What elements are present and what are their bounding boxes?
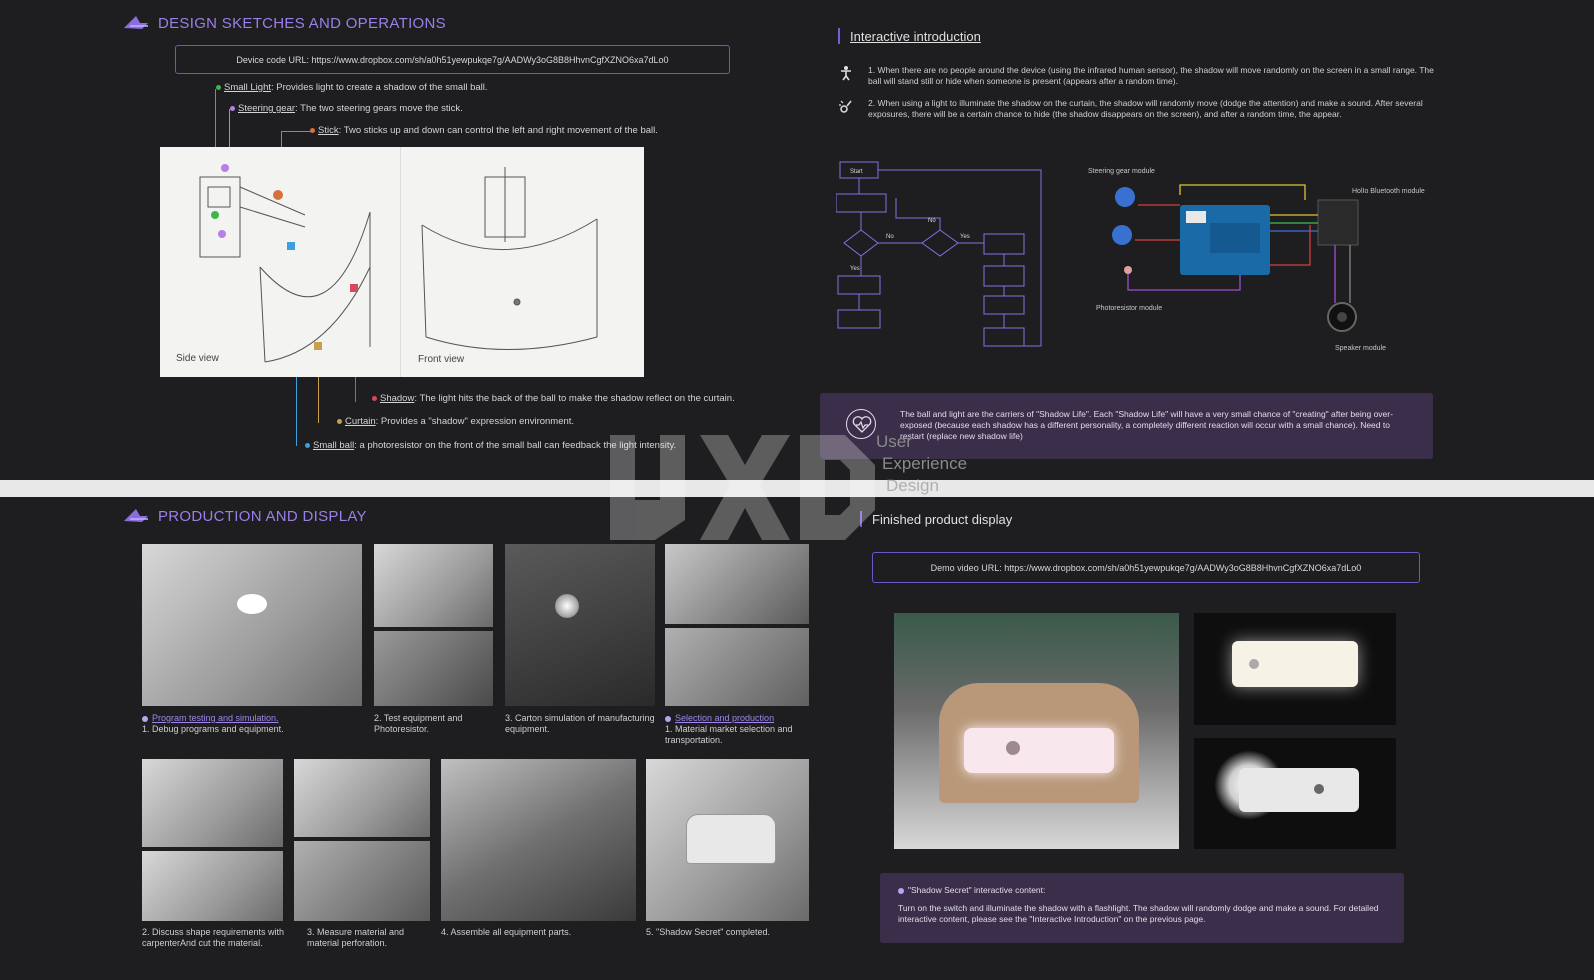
caption-completed: 5. "Shadow Secret" completed. xyxy=(646,927,770,937)
person-icon xyxy=(838,65,854,81)
photo-discuss-shape-2 xyxy=(142,851,283,921)
caption-test-equipment: 2. Test equipment and Photoresistor. xyxy=(374,713,463,734)
purple-dot-icon xyxy=(230,106,235,111)
caption-carton-simulation: 3. Carton simulation of manufacturing equipment. xyxy=(505,713,655,734)
selection-production-link[interactable]: Selection and production xyxy=(675,713,775,723)
bullet-dot-icon xyxy=(142,716,148,722)
photo-glow-1 xyxy=(1194,613,1396,725)
callout-steering-gear: Steering gear: The two steering gears move the stick. xyxy=(230,103,463,114)
sketch-image xyxy=(160,147,644,377)
photo-measure-2 xyxy=(294,841,430,921)
side-view-label: Side view xyxy=(176,353,219,364)
caption-measure: 3. Measure material and material perforation. xyxy=(307,927,405,948)
bluetooth-module-label: HolIo Bluetooth module xyxy=(1352,188,1425,195)
production-panel xyxy=(0,497,1594,980)
watermark-design: Design xyxy=(886,476,939,495)
photo-measure-1 xyxy=(294,759,430,837)
interactive-intro-title: Interactive introduction xyxy=(838,28,981,44)
photo-program-testing xyxy=(142,544,362,706)
photo-carton-simulation xyxy=(505,544,655,706)
circuit-diagram xyxy=(1080,165,1450,360)
speaker-module-label: Speaker module xyxy=(1335,345,1386,352)
flowchart-svg xyxy=(836,158,1056,358)
watermark-user: User xyxy=(876,432,912,451)
flow-no-label-2: No xyxy=(928,218,936,224)
design-sketches-panel xyxy=(0,0,1594,480)
flowchart xyxy=(836,158,1056,358)
callout-small-ball: Small ball: a photoresistor on the front of the small ball can feedback the light intensity. xyxy=(305,440,676,451)
section-title-production: PRODUCTION AND DISPLAY xyxy=(122,507,367,525)
device-code-url[interactable]: Device code URL: https://www.dropbox.com/sh/a0h51yewpukqe7g/AADWy3oG8B8HhvnCgfXZNO6xa7dLo0 xyxy=(175,45,730,74)
demo-video-url[interactable]: Demo video URL: https://www.dropbox.com/sh/a0h51yewpukqe7g/AADWy3oG8B8HhvnCgfXZNO6xa7dLo0 xyxy=(872,552,1420,583)
green-dot-icon xyxy=(216,85,221,90)
intro-item-2: 2. When using a light to illuminate the shadow on the curtain, the shadow will randomly move (dodge the attention) and make a sound. After several exposures, there will be a certain chance to hide (the shadow disappears on the screen), and after a random time, the appear. xyxy=(838,98,1438,120)
callout-small-light: Small Light: Provides light to create a shadow of the small ball. xyxy=(216,82,488,93)
watermark-experience: Experience xyxy=(882,454,968,473)
caption-assemble: 4. Assemble all equipment parts. xyxy=(441,927,572,937)
triangle-logo-icon xyxy=(122,14,150,32)
flow-yes-label-2: Yes xyxy=(850,266,860,272)
bullet-dot-icon xyxy=(665,716,671,722)
photo-test-equipment-2 xyxy=(374,631,493,706)
blue-dot-icon xyxy=(305,443,310,448)
flashlight-icon xyxy=(838,98,854,114)
red-dot-icon xyxy=(372,396,377,401)
shadow-life-info-box: The ball and light are the carriers of "Shadow Life". Each "Shadow Life" will have a very small chance of "creating" after being over-exposed (because each shadow has a different personality, a completely different reaction will occur with a small chance). Need to restart (replace new shadow life) xyxy=(820,393,1433,459)
page-divider xyxy=(0,480,1594,497)
photo-assemble xyxy=(441,759,636,921)
yellow-dot-icon xyxy=(337,419,342,424)
callout-shadow: Shadow: The light hits the back of the ball to make the shadow reflect on the curtain. xyxy=(372,393,735,404)
bullet-dot-icon xyxy=(898,888,904,894)
flow-start-label: Start xyxy=(850,169,863,175)
photo-completed xyxy=(646,759,809,921)
photo-discuss-shape-1 xyxy=(142,759,283,847)
callout-curtain: Curtain: Provides a "shadow" expression environment. xyxy=(337,416,574,427)
caption-selection-production: Selection and production 1. Material market selection and transportation. xyxy=(665,713,793,745)
photo-test-equipment-1 xyxy=(374,544,493,627)
intro-item-1: 1. When there are no people around the device (using the infrared human sensor), the shadow will move randomly on the screen in a small range. The ball will stand still or hide when someone is present (appears after a random time). xyxy=(838,65,1438,87)
leader-h-stick xyxy=(281,131,311,132)
triangle-logo-icon xyxy=(122,507,150,525)
shadow-secret-info-box: "Shadow Secret" interactive content: Turn on the switch and illuminate the shadow with a flashlight. The shadow will randomly dodge and make a sound. For detailed interactive content, please see the "Interactive Introduction" on the previous page. xyxy=(880,873,1404,943)
circuit-svg xyxy=(1080,165,1450,360)
photo-glow-2 xyxy=(1194,738,1396,849)
heart-rate-icon xyxy=(846,409,876,439)
orange-dot-icon xyxy=(310,128,315,133)
caption-discuss-shape: 2. Discuss shape requirements with carpenterAnd cut the material. xyxy=(142,927,285,948)
flow-no-label: No xyxy=(886,234,894,240)
sketch-drawing xyxy=(160,147,644,377)
program-testing-link[interactable]: Program testing and simulation. xyxy=(152,713,279,723)
steering-gear-module-label: Steering gear module xyxy=(1088,168,1155,175)
photoresistor-module-label: Photoresistor module xyxy=(1096,305,1163,312)
title-bar xyxy=(860,511,862,527)
callout-stick: Stick: Two sticks up and down can control the left and right movement of the ball. xyxy=(310,125,658,136)
title-bar xyxy=(838,28,840,44)
photo-finished-product xyxy=(894,613,1179,849)
photo-material-market-2 xyxy=(665,628,809,706)
caption-program-testing: Program testing and simulation. 1. Debug programs and equipment. xyxy=(142,713,284,734)
section-title-design: DESIGN SKETCHES AND OPERATIONS xyxy=(122,14,446,32)
flow-yes-label: Yes xyxy=(960,234,970,240)
photo-material-market-1 xyxy=(665,544,809,624)
front-view-label: Front view xyxy=(418,354,465,365)
finished-product-title: Finished product display xyxy=(860,511,1012,527)
